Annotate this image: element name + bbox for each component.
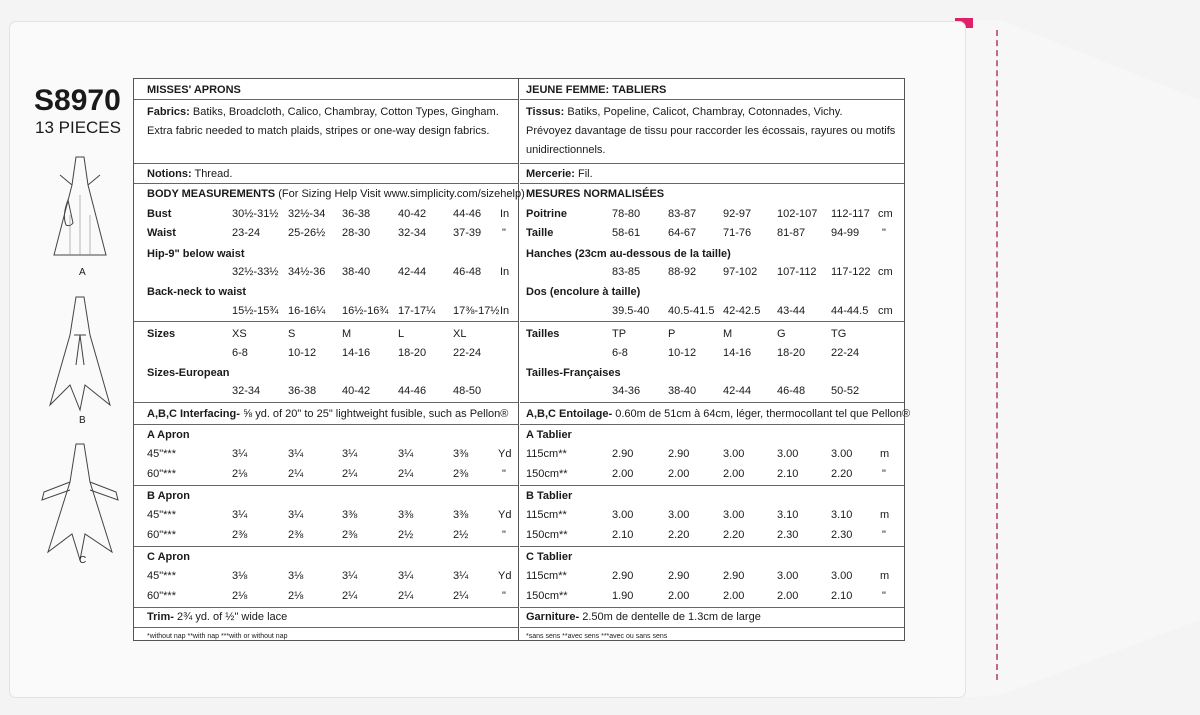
- en-b-60-width: 60"***: [147, 529, 176, 541]
- fr-a-150-tg: 2.20: [831, 468, 853, 480]
- en-hip-s: 34½-36: [288, 266, 326, 278]
- en-size-l: L: [398, 328, 405, 340]
- fr-interfacing-text: 0.60m de 51cm à 64cm, léger, thermocollant tel que Pellon®: [615, 408, 911, 420]
- en-c-45-m: 3¼: [342, 570, 358, 582]
- fr-fabrics-text: Batiks, Popeline, Calicot, Chambray, Cotonnades, Vichy.: [567, 106, 843, 118]
- en-c-60-m: 2¼: [342, 590, 358, 602]
- en-interfacing-text: ⅝ yd. of 20" to 25" lightweight fusible, such as Pellon®: [242, 408, 509, 420]
- fr-apron-a-title: A Tablier: [526, 429, 572, 441]
- fr-title: JEUNE FEMME: TABLIERS: [526, 84, 667, 96]
- en-c-60-unit: ": [502, 590, 506, 602]
- en-sizenum-xl: 22-24: [453, 347, 482, 359]
- fr-a-150-tp: 2.00: [612, 468, 634, 480]
- rule: [520, 424, 904, 425]
- en-b-45-xl: 3⅜: [453, 509, 469, 521]
- en-c-60-xl: 2¼: [453, 590, 469, 602]
- fr-footnote: *sans sens **avec sens ***avec ou sans sens: [526, 633, 668, 640]
- en-back-l: 17-17¼: [398, 305, 436, 317]
- en-a-45-xs: 3¼: [232, 448, 248, 460]
- fr-sizenum-tg: 22-24: [831, 347, 860, 359]
- en-c-60-s: 2⅛: [288, 590, 304, 602]
- fr-size-p: P: [668, 328, 676, 340]
- rule: [520, 627, 904, 628]
- fr-interfacing-label: A,B,C Entoilage-: [526, 408, 613, 420]
- fr-trim-text: 2.50m de dentelle de 1.3cm de large: [582, 611, 761, 623]
- en-a-45-m: 3¼: [342, 448, 358, 460]
- en-apron-b-title: B Apron: [147, 490, 190, 502]
- en-waist-s: 25-26½: [288, 227, 326, 239]
- en-waist-label: Waist: [147, 227, 176, 239]
- rule: [520, 607, 904, 608]
- en-waist-l: 32-34: [398, 227, 427, 239]
- fr-euro-tg: 50-52: [831, 385, 860, 397]
- en-c-60-l: 2¼: [398, 590, 414, 602]
- en-title: MISSES' APRONS: [147, 84, 241, 96]
- en-a-60-xs: 2⅛: [232, 468, 248, 480]
- en-b-60-m: 2⅜: [342, 529, 358, 541]
- fr-b-115-g: 3.10: [777, 509, 799, 521]
- en-apron-c-title: C Apron: [147, 551, 190, 563]
- fr-interfacing: [526, 408, 910, 421]
- en-b-45-width: 45"***: [147, 509, 176, 521]
- en-b-45-l: 3⅜: [398, 509, 414, 521]
- fr-a-115-tg: 3.00: [831, 448, 853, 460]
- fr-back-label: Dos (encolure à taille): [526, 286, 641, 298]
- en-fabrics-label: Fabrics:: [147, 106, 190, 118]
- en-sizenum-l: 18-20: [398, 347, 427, 359]
- en-euro-s: 36-38: [288, 385, 317, 397]
- fr-back-tg: 44-44.5: [831, 305, 869, 317]
- rule: [134, 321, 518, 322]
- view-b-illustration: [40, 295, 120, 415]
- en-bust-label: Bust: [147, 208, 172, 220]
- pattern-code: S8970: [34, 84, 121, 117]
- fr-back-unit: cm: [878, 305, 893, 317]
- fr-euro-g: 46-48: [777, 385, 806, 397]
- fr-extra-2: unidirectionnels.: [526, 144, 606, 156]
- fr-hip-tp: 83-85: [612, 266, 641, 278]
- fr-a-115-unit: m: [880, 448, 890, 460]
- fr-bust-g: 102-107: [777, 208, 818, 220]
- en-body-measurements: [147, 188, 525, 201]
- en-sizes-label: Sizes: [147, 328, 176, 340]
- fr-euro-label: Tailles-Françaises: [526, 367, 621, 379]
- en-c-60-width: 60"***: [147, 590, 176, 602]
- en-b-60-l: 2½: [398, 529, 414, 541]
- en-back-s: 16-16¼: [288, 305, 326, 317]
- en-a-60-width: 60"***: [147, 468, 176, 480]
- fr-a-150-m: 2.00: [723, 468, 745, 480]
- fr-apron-c-title: C Tablier: [526, 551, 573, 563]
- en-bust-unit: In: [500, 208, 510, 220]
- view-b-label: B: [79, 415, 86, 426]
- fr-extra-1: Prévoyez davantage de tissu pour raccorder les écossais, rayures ou motifs: [526, 125, 896, 137]
- rule: [134, 99, 518, 100]
- en-bust-xl: 44-46: [453, 208, 482, 220]
- fr-waist-p: 64-67: [668, 227, 697, 239]
- en-interfacing: [147, 408, 508, 421]
- en-euro-xs: 32-34: [232, 385, 261, 397]
- rule: [520, 99, 904, 100]
- view-c-label: C: [79, 555, 87, 566]
- view-a-illustration: [40, 155, 120, 265]
- fr-back-m: 42-42.5: [723, 305, 761, 317]
- fr-b-115-p: 3.00: [668, 509, 690, 521]
- fr-waist-unit: ": [882, 227, 886, 239]
- en-back-m: 16½-16¾: [342, 305, 389, 317]
- rule: [134, 424, 518, 425]
- fr-euro-p: 38-40: [668, 385, 697, 397]
- en-size-s: S: [288, 328, 296, 340]
- en-b-45-xs: 3¼: [232, 509, 248, 521]
- column-divider: [518, 79, 519, 640]
- en-sizenum-s: 10-12: [288, 347, 317, 359]
- rule: [134, 546, 518, 547]
- fr-euro-tp: 34-36: [612, 385, 641, 397]
- en-hip-unit: In: [500, 266, 510, 278]
- en-b-60-unit: ": [502, 529, 506, 541]
- view-a-label: A: [79, 267, 86, 278]
- en-a-45-unit: Yd: [498, 448, 512, 460]
- en-bust-xs: 30½-31½: [232, 208, 279, 220]
- fr-b-115-unit: m: [880, 509, 890, 521]
- fr-bust-unit: cm: [878, 208, 893, 220]
- pattern-pieces: 13 PIECES: [35, 118, 121, 137]
- fr-c-150-tp: 1.90: [612, 590, 634, 602]
- fr-apron-b-title: B Tablier: [526, 490, 573, 502]
- fr-a-115-width: 115cm**: [526, 448, 567, 460]
- fr-c-150-tg: 2.10: [831, 590, 853, 602]
- rule: [520, 485, 904, 486]
- en-waist-m: 28-30: [342, 227, 371, 239]
- fr-size-tp: TP: [612, 328, 627, 340]
- en-b-60-s: 2⅜: [288, 529, 304, 541]
- fr-waist-tg: 94-99: [831, 227, 860, 239]
- en-hip-m: 38-40: [342, 266, 371, 278]
- fr-b-150-unit: ": [882, 529, 886, 541]
- fr-bust-m: 92-97: [723, 208, 752, 220]
- en-hip-l: 42-44: [398, 266, 427, 278]
- en-euro-m: 40-42: [342, 385, 371, 397]
- fr-a-150-unit: ": [882, 468, 886, 480]
- en-a-60-unit: ": [502, 468, 506, 480]
- en-euro-l: 44-46: [398, 385, 427, 397]
- en-b-45-s: 3¼: [288, 509, 304, 521]
- fr-c-150-width: 150cm**: [526, 590, 568, 602]
- fr-b-150-m: 2.20: [723, 529, 745, 541]
- fr-b-150-tp: 2.10: [612, 529, 634, 541]
- en-trim-label: Trim-: [147, 611, 174, 623]
- en-size-xl: XL: [453, 328, 467, 340]
- fr-b-115-tp: 3.00: [612, 509, 634, 521]
- envelope-flap: [940, 20, 1200, 700]
- en-size-m: M: [342, 328, 352, 340]
- envelope-stitching: [996, 30, 998, 680]
- fr-b-115-m: 3.00: [723, 509, 745, 521]
- en-back-xl: 17⅜-17½: [453, 305, 500, 317]
- en-notions: [147, 168, 232, 181]
- en-c-45-xl: 3¼: [453, 570, 469, 582]
- en-hip-xs: 32½-33½: [232, 266, 279, 278]
- rule: [520, 402, 904, 403]
- fr-c-115-m: 2.90: [723, 570, 745, 582]
- en-hip-label: Hip-9" below waist: [147, 248, 245, 260]
- fr-sizenum-g: 18-20: [777, 347, 806, 359]
- fr-c-150-m: 2.00: [723, 590, 745, 602]
- fr-b-115-tg: 3.10: [831, 509, 853, 521]
- en-sizenum-m: 14-16: [342, 347, 371, 359]
- en-c-45-unit: Yd: [498, 570, 512, 582]
- en-waist-xs: 23-24: [232, 227, 261, 239]
- fr-notions-label: Mercerie:: [526, 168, 575, 180]
- en-body-meas-title: BODY MEASUREMENTS: [147, 188, 276, 200]
- en-euro-label: Sizes-European: [147, 367, 230, 379]
- en-body-meas-note: (For Sizing Help Visit www.simplicity.com/sizehelp): [278, 188, 525, 200]
- fr-bust-label: Poitrine: [526, 208, 567, 220]
- en-c-45-width: 45"***: [147, 570, 176, 582]
- fr-b-150-p: 2.20: [668, 529, 690, 541]
- fr-waist-tp: 58-61: [612, 227, 641, 239]
- english-column: [134, 79, 525, 640]
- fr-hip-tg: 117-122: [831, 266, 871, 278]
- en-a-45-xl: 3⅜: [453, 448, 469, 460]
- en-interfacing-label: A,B,C Interfacing-: [147, 408, 240, 420]
- en-notions-label: Notions:: [147, 168, 192, 180]
- fr-size-g: G: [777, 328, 786, 340]
- fr-notions: [526, 168, 593, 181]
- en-back-label: Back-neck to waist: [147, 286, 247, 298]
- rule: [134, 485, 518, 486]
- en-a-60-m: 2¼: [342, 468, 358, 480]
- fr-a-150-g: 2.10: [777, 468, 799, 480]
- fr-back-p: 40.5-41.5: [668, 305, 715, 317]
- fr-b-150-g: 2.30: [777, 529, 799, 541]
- en-b-60-xl: 2½: [453, 529, 469, 541]
- en-euro-xl: 48-50: [453, 385, 482, 397]
- fr-c-150-p: 2.00: [668, 590, 690, 602]
- en-b-45-m: 3⅜: [342, 509, 358, 521]
- fr-c-150-g: 2.00: [777, 590, 799, 602]
- en-bust-s: 32½-34: [288, 208, 326, 220]
- en-trim: [147, 611, 287, 624]
- en-c-60-xs: 2⅛: [232, 590, 248, 602]
- fr-trim: [526, 611, 761, 624]
- en-fabrics-text: Batiks, Broadcloth, Calico, Chambray, Cotton Types, Gingham.: [192, 106, 499, 118]
- en-trim-text: 2¾ yd. of ½" wide lace: [176, 611, 288, 623]
- fr-sizenum-m: 14-16: [723, 347, 752, 359]
- fr-hip-m: 97-102: [723, 266, 758, 278]
- rule: [134, 607, 518, 608]
- fr-c-115-p: 2.90: [668, 570, 690, 582]
- fr-a-150-width: 150cm**: [526, 468, 568, 480]
- en-size-xs: XS: [232, 328, 247, 340]
- en-back-xs: 15½-15¾: [232, 305, 279, 317]
- fr-a-115-p: 2.90: [668, 448, 690, 460]
- fr-hip-g: 107-112: [777, 266, 817, 278]
- fr-c-150-unit: ": [882, 590, 886, 602]
- fr-bust-tp: 78-80: [612, 208, 641, 220]
- en-c-45-l: 3¼: [398, 570, 414, 582]
- fr-notions-text: Fil.: [577, 168, 593, 180]
- fr-fabrics: [526, 106, 843, 119]
- rule: [520, 163, 904, 164]
- en-waist-unit: ": [502, 227, 506, 239]
- en-extra: Extra fabric needed to match plaids, stripes or one-way design fabrics.: [147, 125, 490, 137]
- fr-fabrics-label: Tissus:: [526, 106, 565, 118]
- en-bust-m: 36-38: [342, 208, 371, 220]
- fr-waist-g: 81-87: [777, 227, 806, 239]
- en-footnote: *without nap **with nap ***with or without nap: [147, 633, 288, 640]
- en-a-60-s: 2¼: [288, 468, 304, 480]
- rule: [134, 183, 518, 184]
- fr-b-150-width: 150cm**: [526, 529, 568, 541]
- fr-hip-unit: cm: [878, 266, 893, 278]
- rule: [134, 402, 518, 403]
- fr-size-m: M: [723, 328, 733, 340]
- en-b-60-xs: 2⅜: [232, 529, 248, 541]
- fr-trim-label: Garniture-: [526, 611, 580, 623]
- fr-hip-label: Hanches (23cm au-dessous de la taille): [526, 248, 731, 260]
- fr-size-tg: TG: [831, 328, 847, 340]
- fr-bust-tg: 112-117: [831, 208, 870, 220]
- fr-waist-label: Taille: [526, 227, 554, 239]
- rule: [134, 163, 518, 164]
- fr-back-g: 43-44: [777, 305, 806, 317]
- fr-c-115-width: 115cm**: [526, 570, 567, 582]
- fr-body-meas-title: MESURES NORMALISÉES: [526, 188, 665, 200]
- yardage-panel: [133, 78, 911, 641]
- fr-c-115-unit: m: [880, 570, 890, 582]
- en-b-45-unit: Yd: [498, 509, 512, 521]
- fr-hip-p: 88-92: [668, 266, 697, 278]
- fr-a-115-tp: 2.90: [612, 448, 634, 460]
- en-hip-xl: 46-48: [453, 266, 482, 278]
- view-c-illustration: [40, 442, 120, 562]
- en-notions-text: Thread.: [194, 168, 233, 180]
- rule: [520, 183, 904, 184]
- french-column: [520, 79, 911, 640]
- en-back-unit: In: [500, 305, 510, 317]
- fr-bust-p: 83-87: [668, 208, 697, 220]
- en-apron-a-title: A Apron: [147, 429, 190, 441]
- rule: [520, 546, 904, 547]
- en-fabrics: [147, 106, 499, 119]
- fr-b-150-tg: 2.30: [831, 529, 853, 541]
- rule: [134, 627, 518, 628]
- en-a-60-l: 2¼: [398, 468, 414, 480]
- en-c-45-xs: 3⅛: [232, 570, 248, 582]
- fr-sizenum-tp: 6-8: [612, 347, 628, 359]
- en-bust-l: 40-42: [398, 208, 427, 220]
- en-a-45-width: 45"***: [147, 448, 176, 460]
- en-a-45-s: 3¼: [288, 448, 304, 460]
- fr-a-115-g: 3.00: [777, 448, 799, 460]
- fr-c-115-tg: 3.00: [831, 570, 853, 582]
- fr-waist-m: 71-76: [723, 227, 752, 239]
- en-a-45-l: 3¼: [398, 448, 414, 460]
- fr-back-tp: 39.5-40: [612, 305, 650, 317]
- en-waist-xl: 37-39: [453, 227, 482, 239]
- en-c-45-s: 3⅛: [288, 570, 304, 582]
- fr-sizes-label: Tailles: [526, 328, 560, 340]
- fr-a-115-m: 3.00: [723, 448, 745, 460]
- fr-a-150-p: 2.00: [668, 468, 690, 480]
- fr-c-115-g: 3.00: [777, 570, 799, 582]
- fr-sizenum-p: 10-12: [668, 347, 697, 359]
- fr-euro-m: 42-44: [723, 385, 752, 397]
- fr-c-115-tp: 2.90: [612, 570, 634, 582]
- en-sizenum-xs: 6-8: [232, 347, 248, 359]
- fr-b-115-width: 115cm**: [526, 509, 567, 521]
- en-a-60-xl: 2⅜: [453, 468, 469, 480]
- rule: [520, 321, 904, 322]
